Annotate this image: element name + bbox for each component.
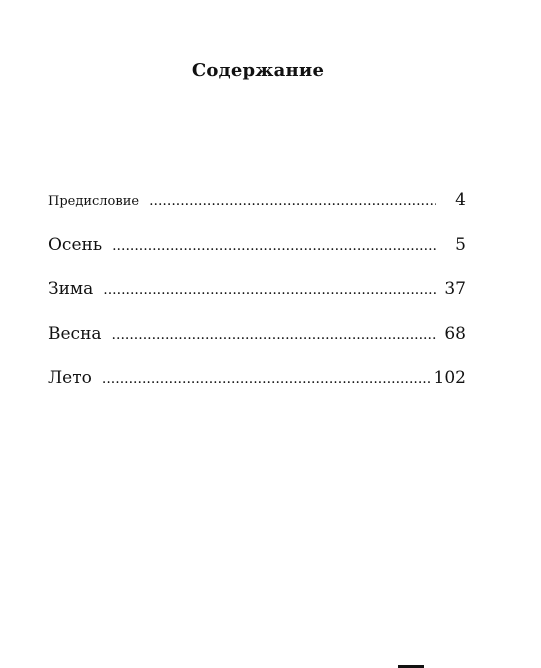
- toc-entry-label: Осень: [48, 234, 103, 255]
- page-title: Содержание: [191, 60, 325, 81]
- toc-entry-label: Весна: [48, 323, 102, 344]
- toc-entry-summer: [48, 368, 466, 413]
- toc-entry-preface: [48, 190, 466, 235]
- dot-leader: [149, 190, 436, 210]
- toc-entry-page-number: 102: [433, 368, 466, 388]
- toc-entry-label: Предисловие: [48, 194, 140, 209]
- toc-entry-page-number: 4: [455, 190, 466, 210]
- toc-entry-page-number: 5: [455, 234, 466, 255]
- dot-leader: [102, 368, 432, 388]
- table-of-contents: [48, 190, 466, 413]
- toc-entry-label: Зима: [48, 279, 94, 299]
- toc-entry-spring: [48, 324, 466, 369]
- toc-entry-winter: [48, 279, 466, 324]
- toc-entry-page-number: 68: [444, 323, 466, 344]
- dot-leader: [103, 279, 436, 299]
- dot-leader: [112, 324, 436, 344]
- toc-entry-autumn: [48, 235, 466, 280]
- dot-leader: [112, 235, 436, 255]
- toc-entry-label: Лето: [48, 368, 92, 388]
- toc-entry-page-number: 37: [444, 279, 466, 299]
